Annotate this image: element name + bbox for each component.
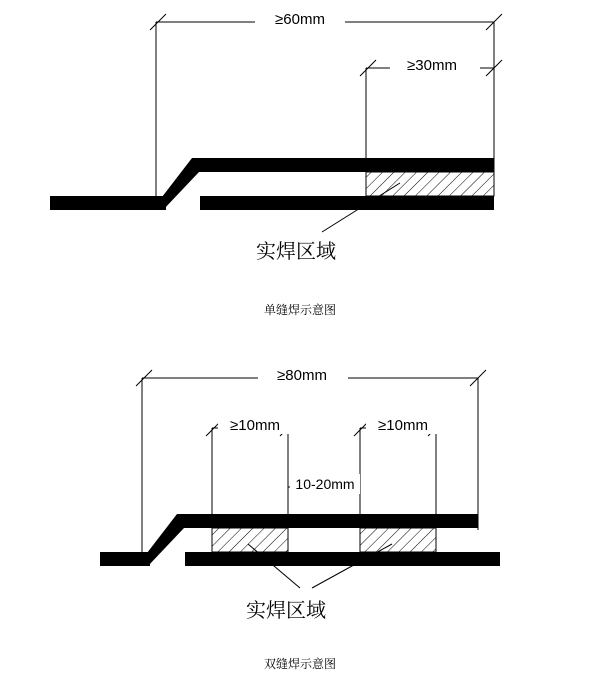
weld-zone-hatch-right-bottom xyxy=(360,528,436,552)
dim-label-overall-bottom: ≥80mm xyxy=(277,367,327,384)
dim-label-overall-top: ≥60mm xyxy=(275,11,325,28)
caption-double-seam: 双缝焊示意图 xyxy=(263,657,337,671)
base-plate-left-top xyxy=(50,196,166,210)
double-seam-weld-diagram xyxy=(100,364,500,671)
single-seam-weld-diagram xyxy=(50,8,502,317)
dim-label-weld-top: ≥30mm xyxy=(407,57,457,74)
callout-label-bottom: 实焊区域 xyxy=(246,600,326,622)
weld-zone-hatch-left-bottom xyxy=(212,528,288,552)
caption-single-seam: 单缝焊示意图 xyxy=(263,303,337,317)
dim-label-gap-bottom: 10-20mm xyxy=(295,476,355,492)
callout-label-top: 实焊区域 xyxy=(256,241,336,263)
base-plate-right-bottom xyxy=(185,552,500,566)
dim-label-weld-right-bottom: ≥10mm xyxy=(378,417,428,434)
dim-label-weld-left-bottom: ≥10mm xyxy=(230,417,280,434)
base-plate-right-top xyxy=(200,196,494,210)
